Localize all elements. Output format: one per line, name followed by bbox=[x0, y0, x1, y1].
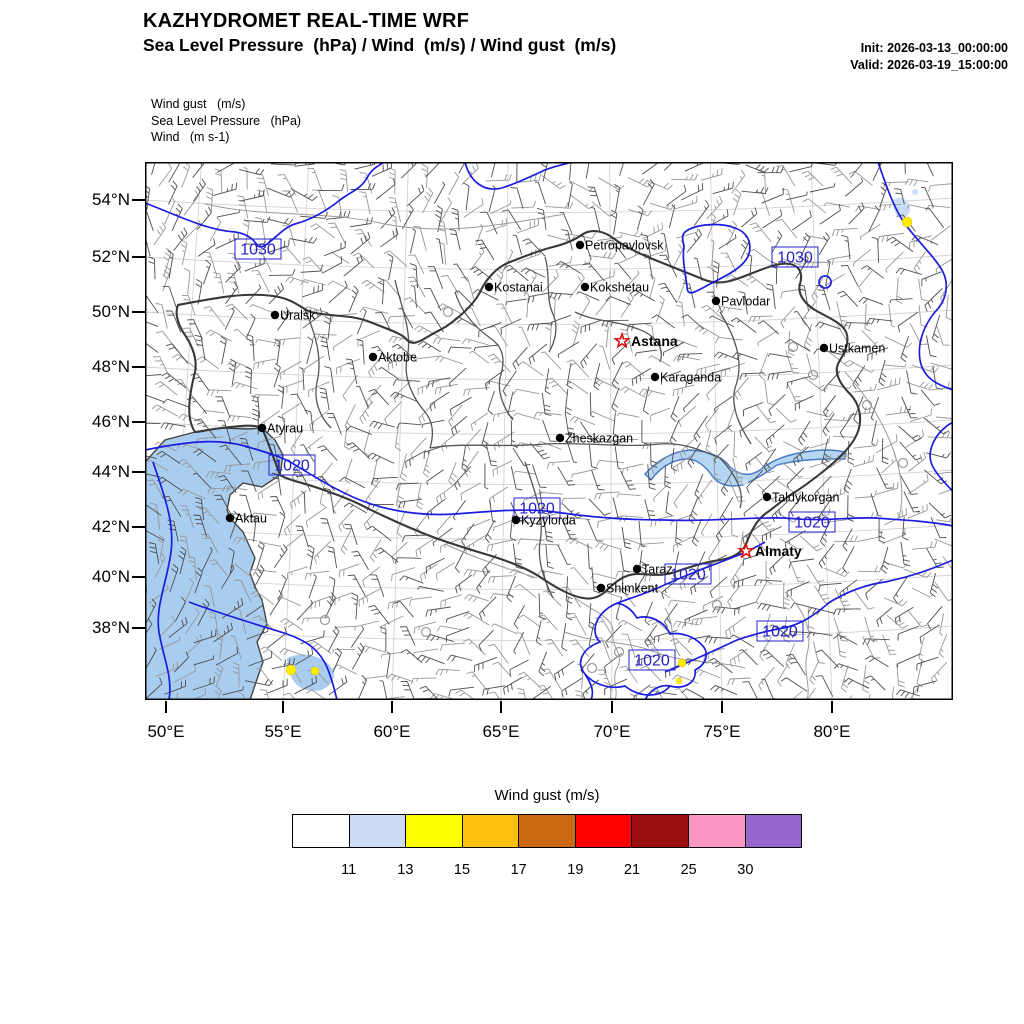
colorbar-tick-label: 11 bbox=[341, 862, 357, 878]
lat-tick-label: 46°N bbox=[92, 412, 130, 431]
city-dot-icon bbox=[597, 584, 605, 592]
lat-tick-label: 50°N bbox=[92, 302, 130, 321]
colorbar-cell bbox=[350, 815, 407, 847]
svg-text:1020: 1020 bbox=[634, 652, 670, 670]
city-label: Shimkent bbox=[606, 581, 659, 596]
lat-tick-label: 40°N bbox=[92, 567, 130, 586]
lon-tick-label: 70°E bbox=[593, 722, 631, 741]
city-dot-icon bbox=[271, 311, 279, 319]
layer-legend-line: Wind gust (m/s) bbox=[151, 97, 246, 111]
city-marker-almaty bbox=[739, 543, 802, 559]
lon-tick-label: 65°E bbox=[482, 722, 520, 741]
lon-tick-mark bbox=[611, 701, 613, 713]
lat-tick-mark bbox=[132, 627, 145, 629]
colorbar-cell bbox=[519, 815, 576, 847]
page-subtitle: Sea Level Pressure (hPa) / Wind (m/s) / Wind gust (m/s) bbox=[143, 35, 617, 55]
pressure-contour-label bbox=[235, 239, 281, 259]
lon-tick-label: 60°E bbox=[373, 722, 411, 741]
city-label: Taldykorgan bbox=[772, 490, 840, 505]
oblast-borders bbox=[305, 257, 751, 598]
city-marker-taldykorgan bbox=[763, 491, 840, 505]
wind-gust-colorbar bbox=[292, 814, 802, 848]
city-dot-icon bbox=[576, 241, 584, 249]
lat-tick-mark bbox=[132, 366, 145, 368]
colorbar-tick-label: 13 bbox=[397, 862, 414, 878]
init-timestamp: Init: 2026-03-13_00:00:00 bbox=[860, 41, 1008, 55]
pressure-contour-label bbox=[629, 650, 675, 670]
city-label: Astana bbox=[631, 333, 678, 349]
city-dot-icon bbox=[512, 516, 520, 524]
lon-tick-label: 50°E bbox=[147, 722, 185, 741]
svg-text:1020: 1020 bbox=[519, 500, 555, 518]
lat-tick-mark bbox=[132, 471, 145, 473]
city-label: Almaty bbox=[755, 543, 802, 559]
lat-tick-mark bbox=[132, 526, 145, 528]
city-marker-kyzylorda bbox=[512, 514, 576, 528]
colorbar-cell bbox=[463, 815, 520, 847]
city-dot-icon bbox=[226, 514, 234, 522]
lon-tick-mark bbox=[165, 701, 167, 713]
lat-tick-label: 38°N bbox=[92, 618, 130, 637]
city-label: Ustkamen bbox=[829, 341, 886, 356]
city-label: Taraz bbox=[642, 562, 673, 577]
city-label: Pavlodar bbox=[721, 294, 771, 309]
city-label: Atyrau bbox=[267, 421, 304, 436]
city-dot-icon bbox=[369, 353, 377, 361]
lon-tick-mark bbox=[721, 701, 723, 713]
colorbar-cell bbox=[576, 815, 633, 847]
city-label: Aktobe bbox=[378, 350, 417, 365]
city-dot-icon bbox=[651, 373, 659, 381]
svg-text:1030: 1030 bbox=[777, 249, 813, 267]
pressure-contour-label bbox=[757, 621, 803, 641]
city-label: Aktau bbox=[235, 511, 267, 526]
weather-map bbox=[145, 162, 953, 700]
lat-tick-mark bbox=[132, 576, 145, 578]
city-dot-icon bbox=[712, 297, 720, 305]
lat-tick-label: 52°N bbox=[92, 247, 130, 266]
city-label: Karaganda bbox=[660, 370, 722, 385]
run-timestamps bbox=[850, 40, 1008, 74]
lon-tick-mark bbox=[831, 701, 833, 713]
colorbar-cell bbox=[406, 815, 463, 847]
lat-tick-mark bbox=[132, 199, 145, 201]
lat-tick-label: 44°N bbox=[92, 462, 130, 481]
city-marker-astana bbox=[615, 333, 678, 349]
lat-tick-label: 42°N bbox=[92, 517, 130, 536]
colorbar-tick-label: 30 bbox=[737, 862, 754, 878]
city-label: Zheskazgan bbox=[565, 431, 634, 446]
lat-tick-label: 48°N bbox=[92, 357, 130, 376]
layer-legend-line: Wind (m s-1) bbox=[151, 130, 230, 144]
svg-text:1020: 1020 bbox=[794, 514, 830, 532]
city-marker-karaganda bbox=[651, 371, 721, 385]
lon-tick-mark bbox=[282, 701, 284, 713]
lon-tick-label: 55°E bbox=[264, 722, 302, 741]
colorbar-title: Wind gust (m/s) bbox=[494, 787, 600, 804]
lat-tick-label: 54°N bbox=[92, 190, 130, 209]
svg-text:1020: 1020 bbox=[670, 566, 706, 584]
lat-tick-mark bbox=[132, 421, 145, 423]
city-label: Kostanai bbox=[494, 280, 543, 295]
valid-timestamp: Valid: 2026-03-19_15:00:00 bbox=[850, 57, 1008, 72]
city-dot-icon bbox=[485, 283, 493, 291]
city-label: Kokshetau bbox=[590, 280, 650, 295]
colorbar-cell bbox=[746, 815, 802, 847]
svg-text:1020: 1020 bbox=[762, 623, 798, 641]
city-marker-kokshetau bbox=[581, 281, 649, 295]
colorbar-tick-label: 25 bbox=[680, 862, 697, 878]
city-marker-kostanai bbox=[485, 281, 543, 295]
city-dot-icon bbox=[581, 283, 589, 291]
layer-legend bbox=[151, 96, 301, 146]
lon-tick-label: 80°E bbox=[813, 722, 851, 741]
colorbar-tick-label: 15 bbox=[453, 862, 471, 878]
city-marker-pavlodar bbox=[712, 295, 771, 309]
lat-tick-mark bbox=[132, 311, 145, 313]
city-dot-icon bbox=[820, 344, 828, 352]
city-label: Petropavlovsk bbox=[585, 238, 664, 253]
colorbar-tick-label: 19 bbox=[567, 862, 584, 878]
map-canvas bbox=[145, 162, 953, 700]
city-dot-icon bbox=[763, 493, 771, 501]
city-label: Kyzylorda bbox=[521, 513, 576, 528]
pressure-contour-label bbox=[269, 455, 315, 475]
city-marker-petropavlovsk bbox=[576, 239, 664, 253]
city-marker-zheskazgan bbox=[556, 432, 633, 446]
svg-text:1030: 1030 bbox=[240, 241, 276, 259]
city-dot-icon bbox=[556, 434, 564, 442]
colorbar-tick-label: 17 bbox=[510, 862, 527, 878]
city-dot-icon bbox=[633, 565, 641, 573]
city-marker-aktobe bbox=[369, 351, 417, 365]
lat-tick-mark bbox=[132, 256, 145, 258]
colorbar-cell bbox=[689, 815, 746, 847]
city-label: Uralsk bbox=[280, 308, 316, 323]
svg-text:1020: 1020 bbox=[274, 457, 310, 475]
city-marker-shimkent bbox=[597, 582, 659, 596]
pressure-contour-label bbox=[789, 512, 835, 532]
lon-tick-mark bbox=[500, 701, 502, 713]
city-dot-icon bbox=[258, 424, 266, 432]
colorbar-tick-label: 21 bbox=[623, 862, 641, 878]
layer-legend-line: Sea Level Pressure (hPa) bbox=[151, 113, 302, 128]
pressure-contour-label bbox=[772, 247, 818, 267]
page-title: KAZHYDROMET REAL-TIME WRF bbox=[143, 10, 470, 32]
lon-tick-label: 75°E bbox=[703, 722, 741, 741]
colorbar-cell bbox=[632, 815, 689, 847]
city-marker-ustkamen bbox=[820, 342, 886, 356]
lon-tick-mark bbox=[391, 701, 393, 713]
colorbar-cell bbox=[293, 815, 350, 847]
city-marker-uralsk bbox=[271, 309, 316, 323]
